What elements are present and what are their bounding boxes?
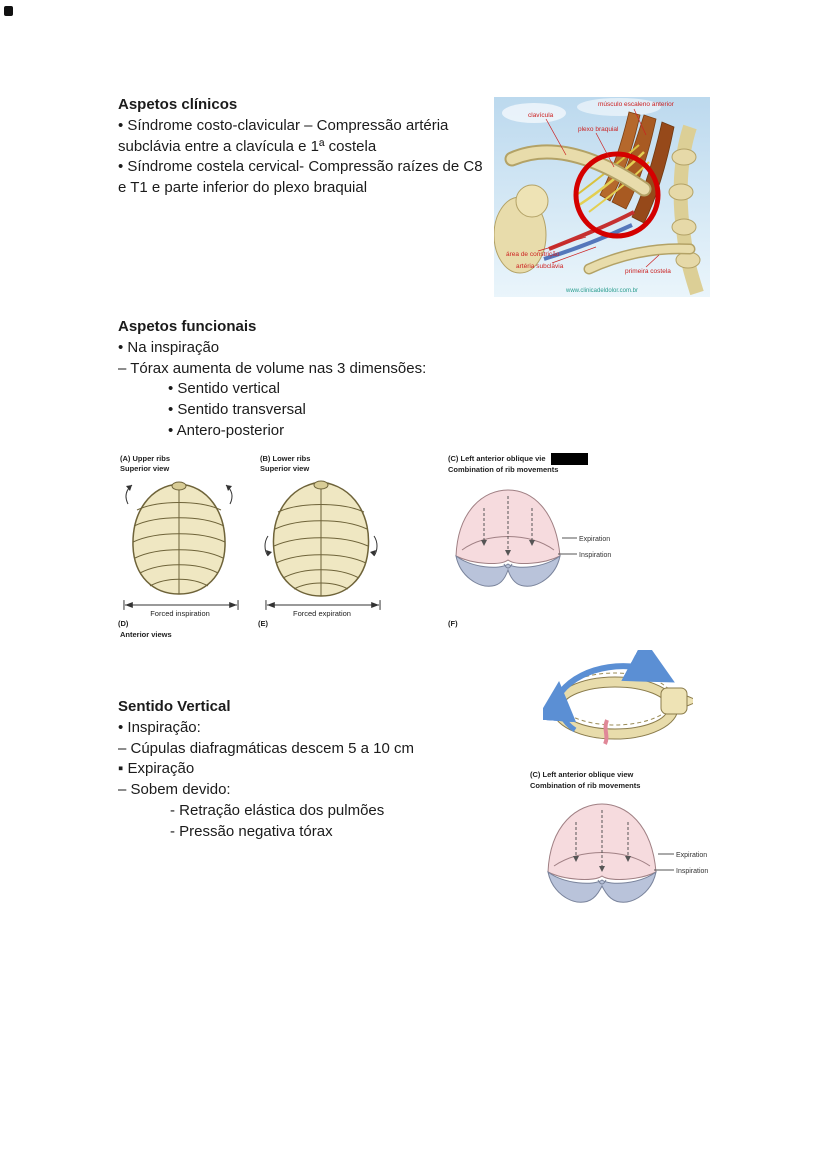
dome-figure-title: (C) Left anterior oblique view [530,770,634,779]
funcionais-sub-2: • Sentido transversal [168,401,306,419]
funcionais-line-2: – Tórax aumenta de volume nas 3 dimensões: [118,359,427,377]
panel-f-label: (F) [448,619,458,628]
panel-e-label: (E) [258,619,268,628]
label-musculo-escaleno: músculo escaleno anterior [598,101,674,108]
panel-c-inspiration-label: Inspiration [579,552,612,559]
heading-sentido-vertical: Sentido Vertical [118,698,231,715]
ribcage-upper-ribs-illustration [120,476,238,598]
clinicos-bullet-2: • Síndrome costela cervical- Compressão raízes de C8 e T1 e parte inferior do plexo braquial [118,158,483,197]
thoracic-outlet-figure [494,97,710,297]
panel-b-title: (B) Lower ribs [260,454,311,463]
rib-ring-illustration [543,650,693,745]
label-primeira-costela: primeira costela [625,268,671,275]
label-area-constricao: área de constrição [506,251,560,258]
section-sentido-vertical [118,697,518,843]
rib-movement-figure [118,452,628,644]
section-aspetos-clinicos [118,95,490,199]
scan-artifact [4,6,13,16]
panel-a-subtitle: Superior view [120,464,170,473]
forced-expiration-caption: Forced expiration [293,609,351,618]
anterior-views-caption: Anterior views [120,630,172,639]
vertical-line-2: – Cúpulas diafragmáticas descem 5 a 10 cm [118,739,414,757]
label-clavicula: clavícula [528,112,554,119]
anatomy-illustration [494,97,710,297]
heading-aspetos-clinicos: Aspetos clínicos [118,96,238,113]
vertical-line-3: ▪ Expiração [118,760,195,778]
label-arteria-subclavia: artéria subclávia [516,263,564,270]
redaction-box [551,453,588,465]
ribcage-lower-ribs-illustration [262,476,380,598]
forced-inspiration-caption: Forced inspiration [150,609,210,618]
panel-b-subtitle: Superior view [260,464,310,473]
rib-ring-figure [543,650,693,745]
diaphragm-dome-illustration-2 [536,796,716,914]
figure-watermark: www.clinicadeldolor.com.br [565,288,639,294]
panel-c-subtitle: Combination of rib movements [448,465,559,474]
funcionais-sub-1: • Sentido vertical [168,380,280,398]
vertical-line-4: – Sobem devido: [118,781,231,799]
label-plexo-braquial: plexo braquial [578,126,619,133]
dome-figure-subtitle: Combination of rib movements [530,781,641,790]
vertical-line-1: • Inspiração: [118,718,201,736]
heading-aspetos-funcionais: Aspetos funcionais [118,318,257,335]
panel-a-title: (A) Upper ribs [120,454,171,463]
vertical-sub-2: - Pressão negativa tórax [170,822,333,840]
panel-d-label: (D) [118,619,129,628]
section-aspetos-funcionais [118,317,518,442]
funcionais-line-1: • Na inspiração [118,338,220,356]
diaphragm-dome-illustration [446,480,618,600]
dome-expiration-label: Expiration [676,852,708,859]
funcionais-sub-3: • Antero-posterior [168,421,285,439]
diaphragm-dome-figure [528,768,723,916]
panel-c-expiration-label: Expiration [579,536,611,543]
panel-c-title: (C) Left anterior oblique vie [448,454,546,463]
clinicos-bullet-1: • Síndrome costo-clavicular – Compressão artéria subclávia entre a clavícula e 1ª costela [118,116,449,155]
dome-inspiration-label: Inspiration [676,868,709,875]
vertical-sub-1: - Retração elástica dos pulmões [170,801,385,819]
